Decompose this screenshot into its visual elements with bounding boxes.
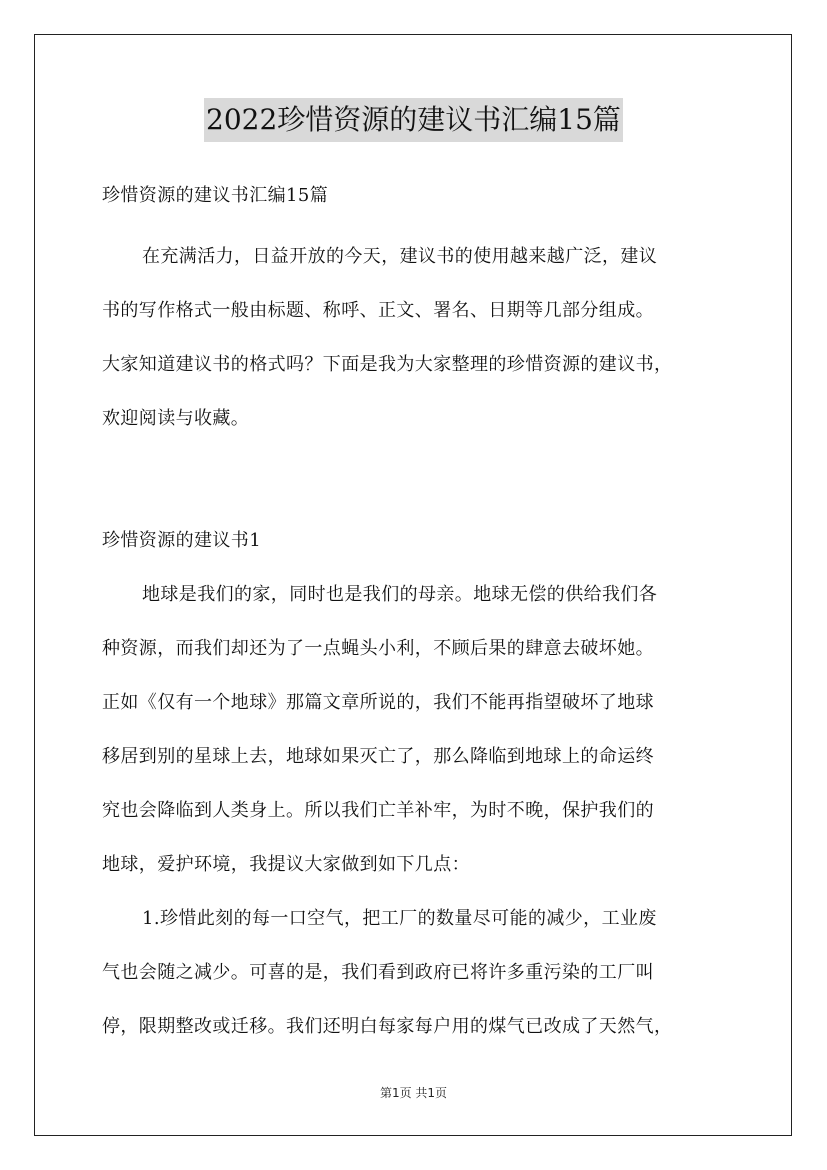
intro-line: 大家知道建议书的格式吗？下面是我为大家整理的珍惜资源的建议书， xyxy=(102,354,673,375)
body-line: 地球是我们的家，同时也是我们的母亲。地球无偿的供给我们各 xyxy=(142,584,658,605)
intro-line: 欢迎阅读与收藏。 xyxy=(102,408,250,429)
section-heading: 珍惜资源的建议书1 xyxy=(102,530,262,551)
point-line: 气也会随之减少。可喜的是，我们看到政府已将许多重污染的工厂叫 xyxy=(102,962,654,983)
body-line: 种资源，而我们却还为了一点蝇头小利，不顾后果的肆意去破坏她。 xyxy=(102,638,654,659)
document-body xyxy=(102,176,738,1054)
title-container xyxy=(0,98,827,142)
intro-line: 书的写作格式一般由标题、称呼、正文、署名、日期等几部分组成。 xyxy=(102,300,654,321)
point-line: 停，限期整改或迁移。我们还明白每家每户用的煤气已改成了天然气， xyxy=(102,1016,673,1037)
intro-line: 在充满活力，日益开放的今天，建议书的使用越来越广泛，建议 xyxy=(142,246,658,267)
body-line: 地球，爱护环境，我提议大家做到如下几点： xyxy=(102,854,470,875)
page-footer: 第1页 共1页 xyxy=(379,1086,448,1100)
subtitle-line: 珍惜资源的建议书汇编15篇 xyxy=(102,185,329,206)
body-line: 究也会降临到人类身上。所以我们亡羊补牢，为时不晚，保护我们的 xyxy=(102,800,654,821)
body-line: 移居到别的星球上去，地球如果灭亡了，那么降临到地球上的命运终 xyxy=(102,746,654,767)
document-title: 2022珍惜资源的建议书汇编15篇 xyxy=(204,98,623,142)
body-line: 正如《仅有一个地球》那篇文章所说的，我们不能再指望破坏了地球 xyxy=(102,692,654,713)
point-line: 1.珍惜此刻的每一口空气，把工厂的数量尽可能的减少，工业废 xyxy=(142,908,657,929)
